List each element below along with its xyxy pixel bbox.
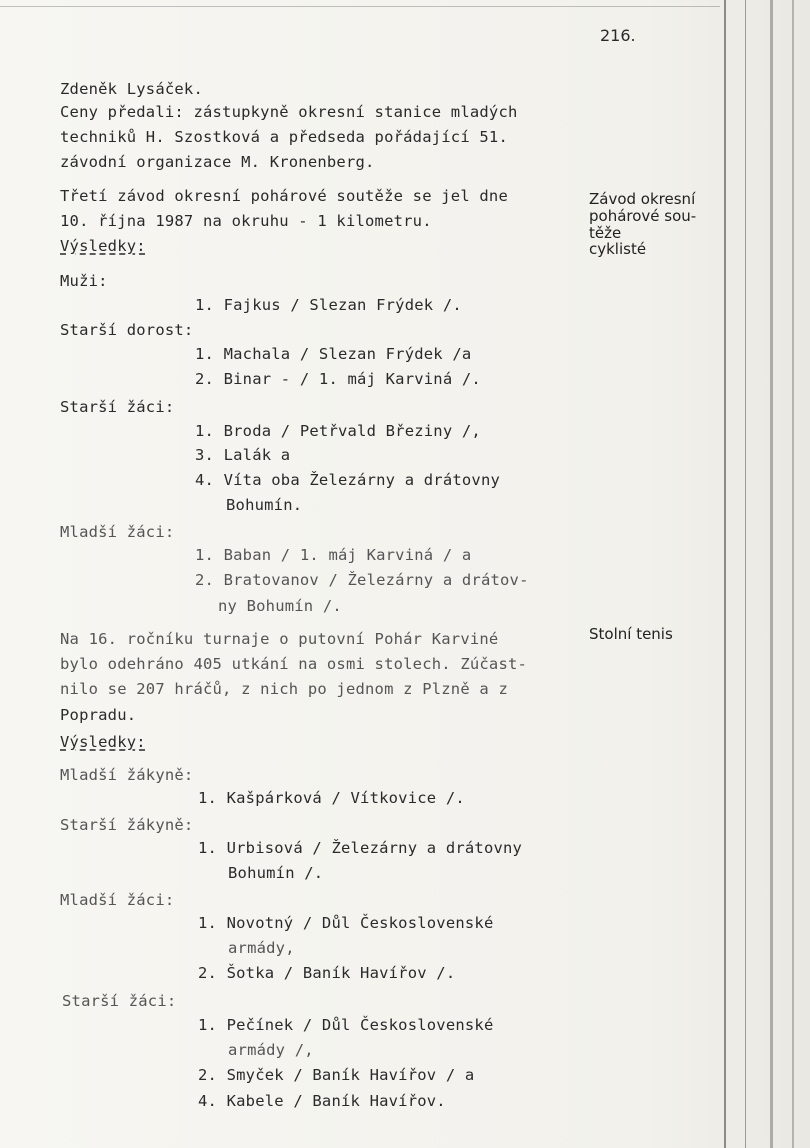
text-line: závodní organizace M. Kronenberg.: [60, 153, 375, 171]
result-line-continued: Bohumín.: [226, 496, 303, 514]
result-line: 2. Šotka / Baník Havířov /.: [198, 964, 456, 982]
result-line: 1. Kašpárková / Vítkovice /.: [198, 789, 465, 807]
text-line: Popradu.: [60, 706, 137, 724]
result-line: 1. Baban / 1. máj Karviná / a: [195, 546, 472, 564]
result-line: 1. Novotný / Důl Československé: [198, 914, 494, 932]
result-line: 2. Binar - / 1. máj Karviná /.: [195, 370, 481, 388]
text-line: nilo se 207 hráčů, z nich po jednom z Plzně a z: [60, 680, 508, 698]
result-line: 3. Lalák a: [195, 446, 291, 464]
result-line: 1. Fajkus / Slezan Frýdek /.: [195, 296, 462, 314]
page-edge-line: [792, 0, 794, 1148]
result-line: 1. Urbisová / Železárny a drátovny: [198, 839, 523, 857]
category-label: Mladší žákyně:: [60, 766, 194, 784]
text-line: techniků H. Szostková a předseda pořádající 51.: [60, 128, 508, 146]
text-line: Třetí závod okresní pohárové soutěže se jel dne: [60, 187, 508, 205]
category-label: Starší žákyně:: [60, 816, 194, 834]
result-line-continued: Bohumín /.: [228, 864, 324, 882]
category-label: Starší dorost:: [60, 321, 194, 339]
result-line: 2. Bratovanov / Železárny a drátov-: [195, 571, 529, 589]
result-line-continued: ny Bohumín /.: [218, 597, 342, 615]
page-edge-line: [770, 0, 773, 1148]
page-number: 216.: [600, 26, 636, 45]
text-line: Ceny předali: zástupkyně okresní stanice mladých: [60, 103, 518, 121]
top-rule: [0, 6, 720, 7]
margin-note: pohárové sou-: [589, 207, 697, 225]
result-line: 1. Machala / Slezan Frýdek /a: [195, 345, 472, 363]
result-line-continued: armády,: [228, 939, 295, 957]
result-line: 4. Kabele / Baník Havířov.: [198, 1092, 446, 1110]
category-label: Starší žáci:: [60, 398, 175, 416]
text-line: Na 16. ročníku turnaje o putovní Pohár Karviné: [60, 630, 499, 648]
margin-note: Stolní tenis: [589, 625, 673, 643]
result-line: 1. Broda / Petřvald Březiny /,: [195, 422, 481, 440]
category-label: Muži:: [60, 272, 108, 290]
text-line: bylo odehráno 405 utkání na osmi stolech. Zúčast-: [60, 655, 528, 673]
section-heading-results: Výsledky:: [60, 733, 146, 751]
result-line-continued: armády /,: [228, 1041, 314, 1059]
result-line: 4. Víta oba Železárny a drátovny: [195, 471, 501, 489]
margin-note: cyklisté: [589, 240, 647, 258]
result-line: 2. Smyček / Baník Havířov / a: [198, 1066, 475, 1084]
section-heading-results: Výsledky:: [60, 237, 146, 255]
category-label: Starší žáci:: [62, 992, 177, 1010]
text-line: Zdeněk Lysáček.: [60, 80, 203, 98]
result-line: 1. Pečínek / Důl Československé: [198, 1016, 494, 1034]
margin-note: těže: [589, 224, 622, 242]
category-label: Mladší žáci:: [60, 523, 175, 541]
text-line: 10. října 1987 na okruhu - 1 kilometru.: [60, 212, 432, 230]
category-label: Mladší žáci:: [60, 891, 175, 909]
page-edge-line: [745, 0, 746, 1148]
page-edge-line: [724, 0, 726, 1148]
margin-note: Závod okresní: [589, 190, 696, 208]
